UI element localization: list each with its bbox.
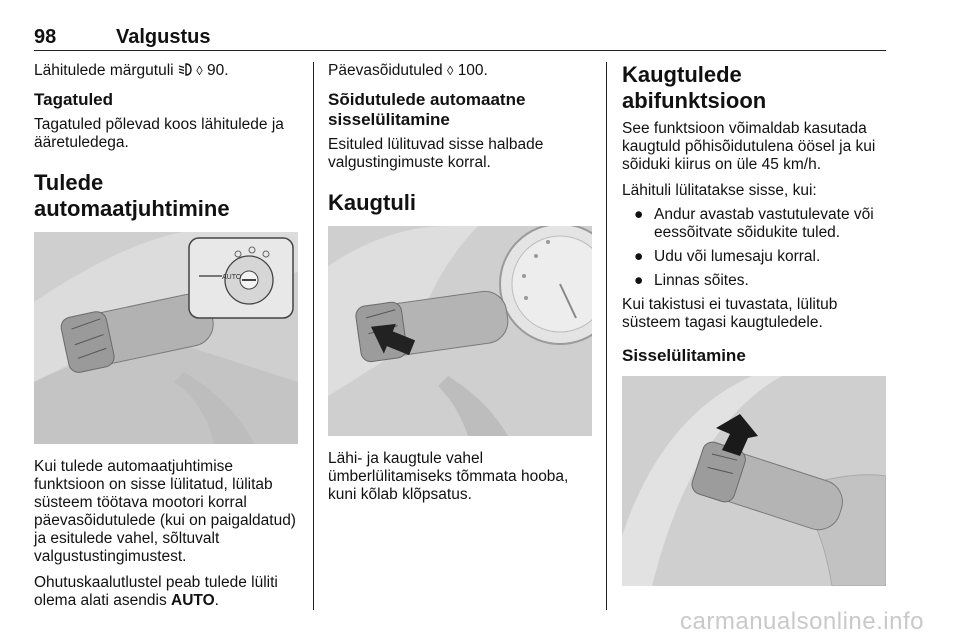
auto-light-text: Kui tulede automaatjuhtimise funktsioon on sisse lülitatud, lülitab süsteem töötava mootori korral päevasõidutulede (kui on paigaldatud) ja esitulede vahel, sõltuvalt valgustustingimustest. <box>34 458 296 565</box>
high-beam-lever-illustration <box>328 226 592 436</box>
light-switch-figure <box>34 232 298 444</box>
auto-light-heading: Tulede automaatjuhtimine <box>34 170 230 221</box>
column-3 <box>622 62 888 586</box>
column-2 <box>328 62 594 504</box>
list-item: ● Andur avastab vastutulevate või eessõitvate sõidukite tuled. <box>634 206 874 241</box>
svg-text:AUTO: AUTO <box>222 274 242 281</box>
high-beam-assist-heading: Kaugtulede abifunktsioon <box>622 62 767 113</box>
activation-heading: Sisselülitamine <box>622 346 746 365</box>
auto-headlight-text: Esituled lülituvad sisse halbade valgustingimuste korral. <box>328 136 544 171</box>
column-1 <box>34 62 300 610</box>
high-beam-figure <box>328 226 592 436</box>
chapter-title: Valgustus <box>116 26 211 48</box>
high-beam-assist-text: See funktsioon võimaldab kasutada kaugtuld põhisõidutulena öösel ja kui sõiduki kiirus on üle 45 km/h. <box>622 120 876 173</box>
low-beam-indicator-ref: Lähitulede märgutuli ◊ 90. <box>34 62 229 79</box>
safety-text: Ohutuskaalutlustel peab tulede lüliti olema alati asendis AUTO. <box>34 574 278 609</box>
header-divider <box>34 50 886 51</box>
page-ref-arrow-icon: ◊ <box>196 63 203 78</box>
auto-headlight-heading: Sõidutulede automaatne sisselülitamine <box>328 90 526 129</box>
list-item: ● Linnas sõites. <box>634 272 749 289</box>
bullet-icon: ● <box>634 248 644 265</box>
tail-lights-text: Tagatuled põlevad koos lähitulede ja ääretuledega. <box>34 116 284 151</box>
drl-ref: Päevasõidutuled ◊ 100. <box>328 62 488 79</box>
high-beam-text: Lähi- ja kaugtule vahel ümberlülitamiseks tõmmata hooba, kuni kõlab klõpsatus. <box>328 450 569 503</box>
list-item: ● Udu või lumesaju korral. <box>634 248 821 265</box>
column-divider-1 <box>313 62 314 610</box>
page-ref-link[interactable]: 100. <box>457 62 488 79</box>
tail-lights-heading: Tagatuled <box>34 90 114 109</box>
page-number: 98 <box>34 26 57 48</box>
assist-button-illustration <box>622 376 886 586</box>
low-beam-conditions-intro: Lähituli lülitatakse sisse, kui: <box>622 182 817 199</box>
page-ref-arrow-icon: ◊ <box>446 63 454 78</box>
activation-figure <box>622 376 886 586</box>
bullet-icon: ● <box>634 272 644 289</box>
auto-position-label: AUTO <box>171 592 215 609</box>
column-divider-2 <box>606 62 607 610</box>
conditions-list <box>622 206 888 290</box>
bullet-icon: ● <box>634 206 644 223</box>
watermark: carmanualsonline.info <box>680 608 924 635</box>
low-beam-icon <box>178 63 192 76</box>
page-ref-link[interactable]: 90. <box>206 62 229 79</box>
no-obstacle-text: Kui takistusi ei tuvastata, lülitub süsteem tagasi kaugtuledele. <box>622 296 838 331</box>
light-switch-illustration <box>34 232 298 444</box>
page-header <box>34 26 886 50</box>
high-beam-heading: Kaugtuli <box>328 190 416 215</box>
